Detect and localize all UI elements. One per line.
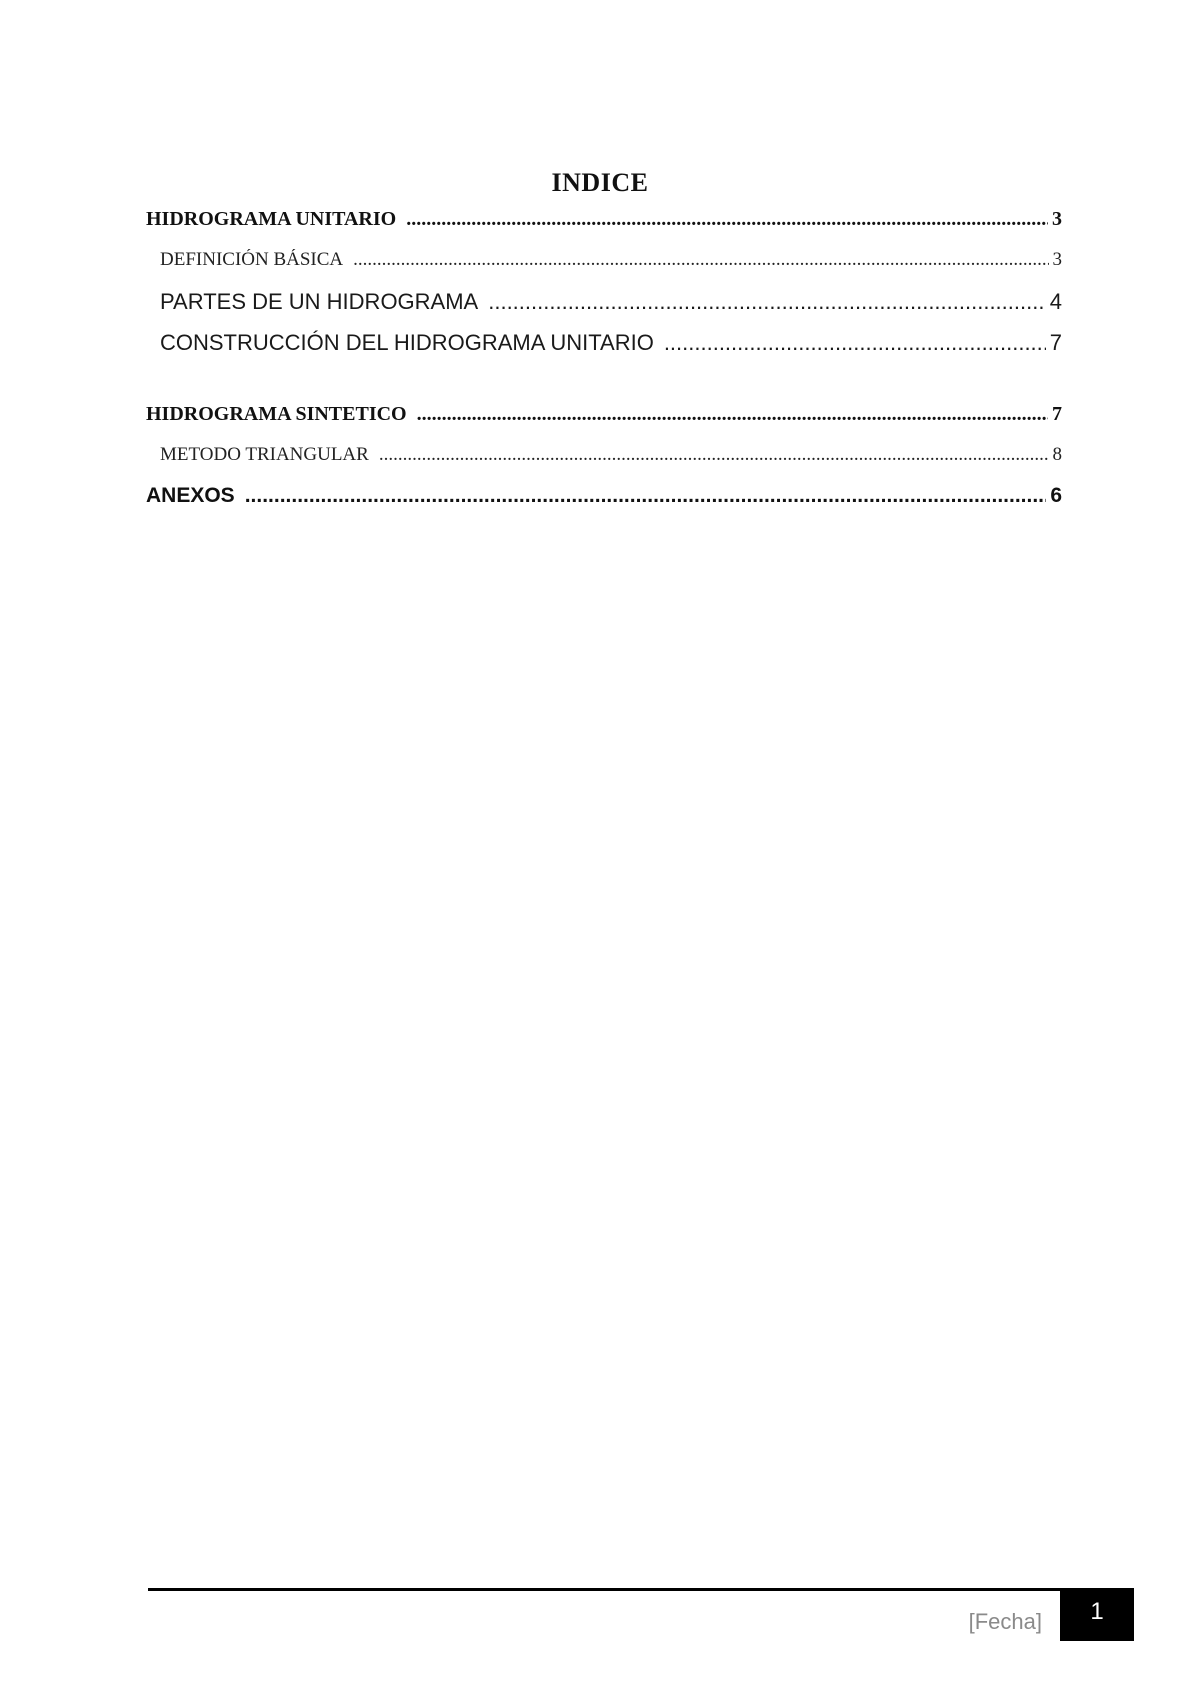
toc-title: INDICE xyxy=(551,168,649,197)
toc-entry-construccion-hidrograma[interactable] xyxy=(160,330,1062,356)
toc-entry-label: CONSTRUCCIÓN DEL HIDROGRAMA UNITARIO xyxy=(160,330,654,355)
toc-entry-page: 8 xyxy=(1052,444,1062,465)
toc-entry-metodo-triangular[interactable] xyxy=(160,444,1062,466)
toc-leader-dots xyxy=(417,403,1048,426)
toc-entry-label: METODO TRIANGULAR xyxy=(160,444,369,465)
toc-entry-label: PARTES DE UN HIDROGRAMA xyxy=(160,289,479,314)
toc-leader-dots xyxy=(245,484,1047,508)
toc-entry-page: 3 xyxy=(1052,249,1062,270)
toc-entry-page: 3 xyxy=(1052,208,1062,230)
toc-entry-page: 7 xyxy=(1052,403,1062,425)
toc-leader-dots xyxy=(353,249,1048,271)
toc-entry-definicion-basica[interactable] xyxy=(160,249,1062,271)
toc-entry-label: HIDROGRAMA UNITARIO xyxy=(146,208,397,230)
toc-leader-dots xyxy=(406,208,1048,231)
toc-leader-dots xyxy=(379,444,1049,466)
toc-entry-hidrograma-unitario[interactable] xyxy=(146,208,1062,231)
toc-entry-label: HIDROGRAMA SINTETICO xyxy=(146,403,407,425)
toc-entry-page: 4 xyxy=(1049,289,1062,314)
footer-page-number: 1 xyxy=(1060,1588,1134,1641)
toc-entry-page: 6 xyxy=(1050,484,1062,507)
toc-entry-page: 7 xyxy=(1049,330,1062,355)
footer-date-placeholder: [Fecha] xyxy=(968,1609,1042,1634)
toc-entry-hidrograma-sintetico[interactable] xyxy=(146,403,1062,426)
toc-entry-label: DEFINICIÓN BÁSICA xyxy=(160,249,344,270)
toc-leader-dots xyxy=(488,289,1046,315)
toc-entry-anexos[interactable] xyxy=(146,484,1062,508)
footer-divider xyxy=(148,1588,1062,1591)
toc-leader-dots xyxy=(664,330,1046,356)
toc-entry-partes-hidrograma[interactable] xyxy=(160,289,1062,315)
toc-entry-label: ANEXOS xyxy=(146,484,235,507)
